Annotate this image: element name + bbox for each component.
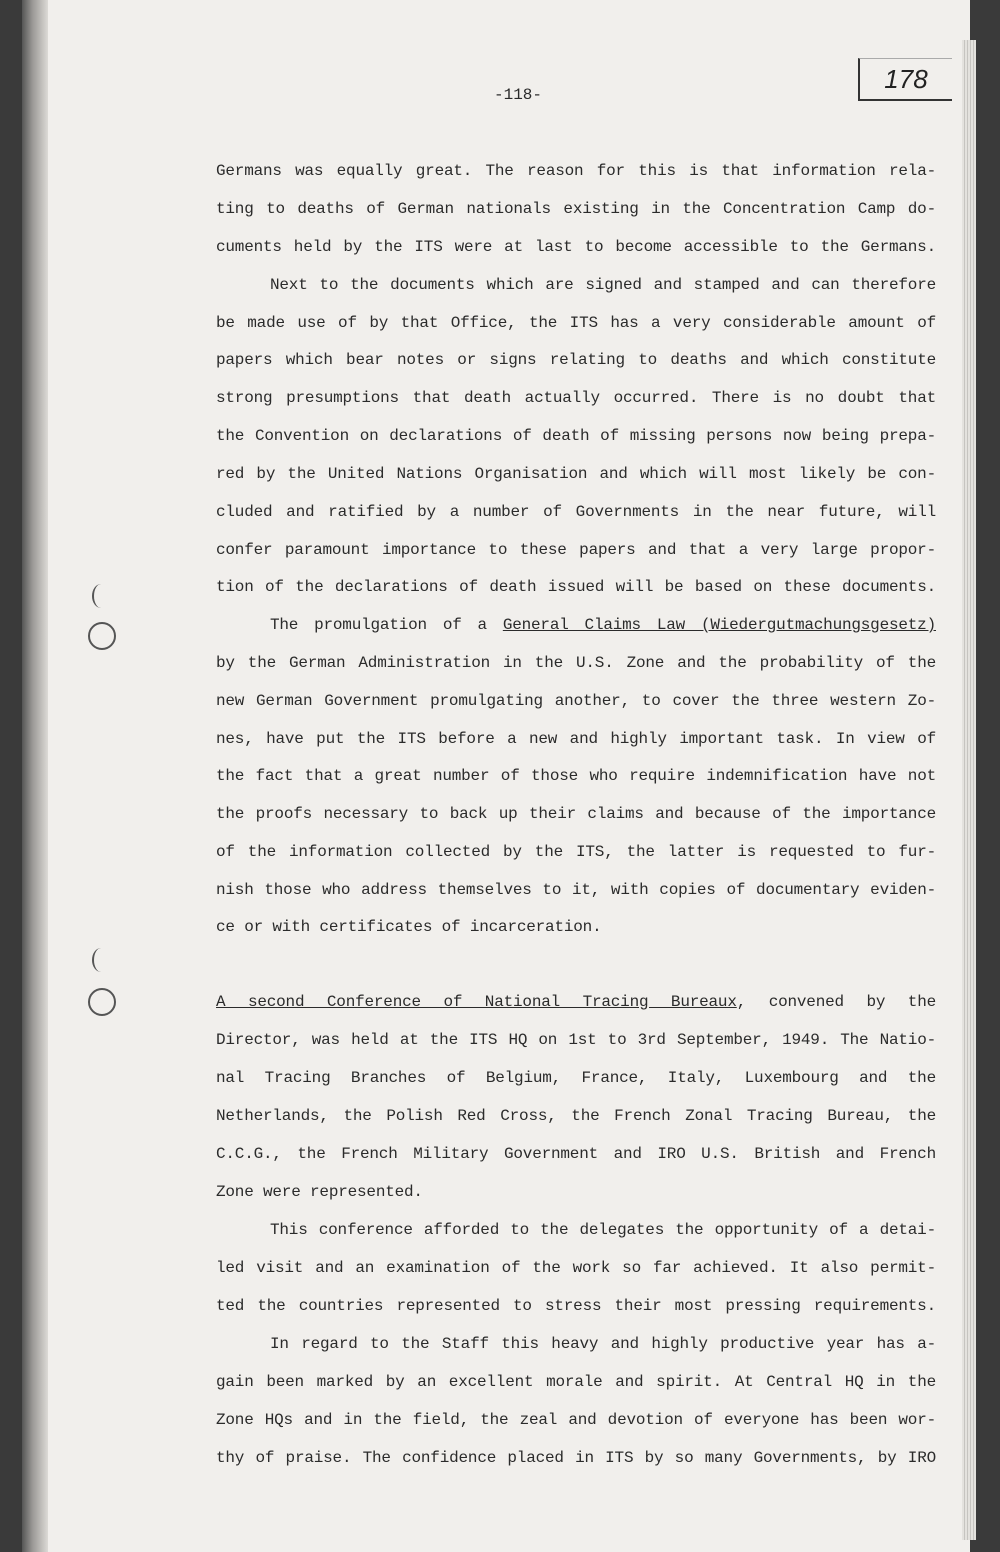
text-line: the fact that a great number of those who require indemnification have not bbox=[216, 767, 936, 785]
text-line: C.C.G., the French Military Government and IRO U.S. British and French bbox=[216, 1145, 936, 1163]
page-number: -118- bbox=[494, 86, 543, 104]
page-stack-edge bbox=[962, 40, 976, 1540]
text-line: Netherlands, the Polish Red Cross, the French Zonal Tracing Bureau, the bbox=[216, 1107, 936, 1125]
text-line: confer paramount importance to these papers and that a very large propor- bbox=[216, 541, 936, 559]
text-line: of the information collected by the ITS, the latter is requested to fur- bbox=[216, 843, 936, 861]
text-line: Director, was held at the ITS HQ on 1st to 3rd September, 1949. The Natio- bbox=[216, 1031, 936, 1049]
text-line: nish those who address themselves to it, with copies of documentary eviden- bbox=[216, 881, 936, 899]
punch-hole-mark bbox=[92, 584, 110, 608]
text-line: cluded and ratified by a number of Governments in the near future, will bbox=[216, 503, 936, 521]
text-line: ted the countries represented to stress their most pressing requirements. bbox=[216, 1297, 936, 1315]
text: The promulgation of a bbox=[270, 616, 503, 634]
text-line: strong presumptions that death actually occurred. There is no doubt that bbox=[216, 389, 936, 407]
punch-hole-mark bbox=[92, 948, 110, 972]
text-line: Zone HQs and in the field, the zeal and devotion of everyone has been wor- bbox=[216, 1411, 936, 1429]
text-line: Next to the documents which are signed and stamped and can therefore bbox=[270, 276, 936, 294]
text-line: Zone were represented. bbox=[216, 1183, 423, 1201]
punch-hole bbox=[88, 622, 116, 650]
text-line: papers which bear notes or signs relating to deaths and which constitute bbox=[216, 351, 936, 369]
text-line: ce or with certificates of incarceration. bbox=[216, 918, 602, 936]
text-line: Germans was equally great. The reason for this is that information rela- bbox=[216, 162, 936, 180]
text-line: This conference afforded to the delegates the opportunity of a detai- bbox=[270, 1221, 936, 1239]
text-line: cuments held by the ITS were at last to become accessible to the Germans. bbox=[216, 238, 936, 256]
text: , convened by the bbox=[736, 993, 937, 1011]
conference-heading-line bbox=[216, 993, 936, 1011]
text-line: led visit and an examination of the work so far achieved. It also permit- bbox=[216, 1259, 936, 1277]
text-line: nal Tracing Branches of Belgium, France, Italy, Luxembourg and the bbox=[216, 1069, 936, 1087]
text-line: red by the United Nations Organisation and which will most likely be con- bbox=[216, 465, 936, 483]
page-binding bbox=[22, 0, 48, 1552]
text-line: ting to deaths of German nationals existing in the Concentration Camp do- bbox=[216, 200, 936, 218]
text-line: the Convention on declarations of death of missing persons now being prepa- bbox=[216, 427, 936, 445]
text-line: nes, have put the ITS before a new and highly important task. In view of bbox=[216, 730, 936, 748]
text-line: the proofs necessary to back up their claims and because of the importance bbox=[216, 805, 936, 823]
text-line: new German Government promulgating another, to cover the three western Zo- bbox=[216, 692, 936, 710]
claims-law-heading-line bbox=[270, 616, 936, 634]
text-line: by the German Administration in the U.S. Zone and the probability of the bbox=[216, 654, 936, 672]
archive-stamp: 178 bbox=[858, 58, 952, 101]
text-line: tion of the declarations of death issued will be based on these documents. bbox=[216, 578, 936, 596]
text-line: be made use of by that Office, the ITS has a very considerable amount of bbox=[216, 314, 936, 332]
claims-law-title: General Claims Law (Wiedergutmachungsgesetz) bbox=[502, 616, 936, 634]
conference-title: A second Conference of National Tracing Bureaux bbox=[216, 993, 737, 1011]
text-line: thy of praise. The confidence placed in ITS by so many Governments, by IRO bbox=[216, 1449, 936, 1467]
punch-hole bbox=[88, 988, 116, 1016]
text-line: gain been marked by an excellent morale and spirit. At Central HQ in the bbox=[216, 1373, 936, 1391]
text-line: In regard to the Staff this heavy and highly productive year has a- bbox=[270, 1335, 936, 1353]
